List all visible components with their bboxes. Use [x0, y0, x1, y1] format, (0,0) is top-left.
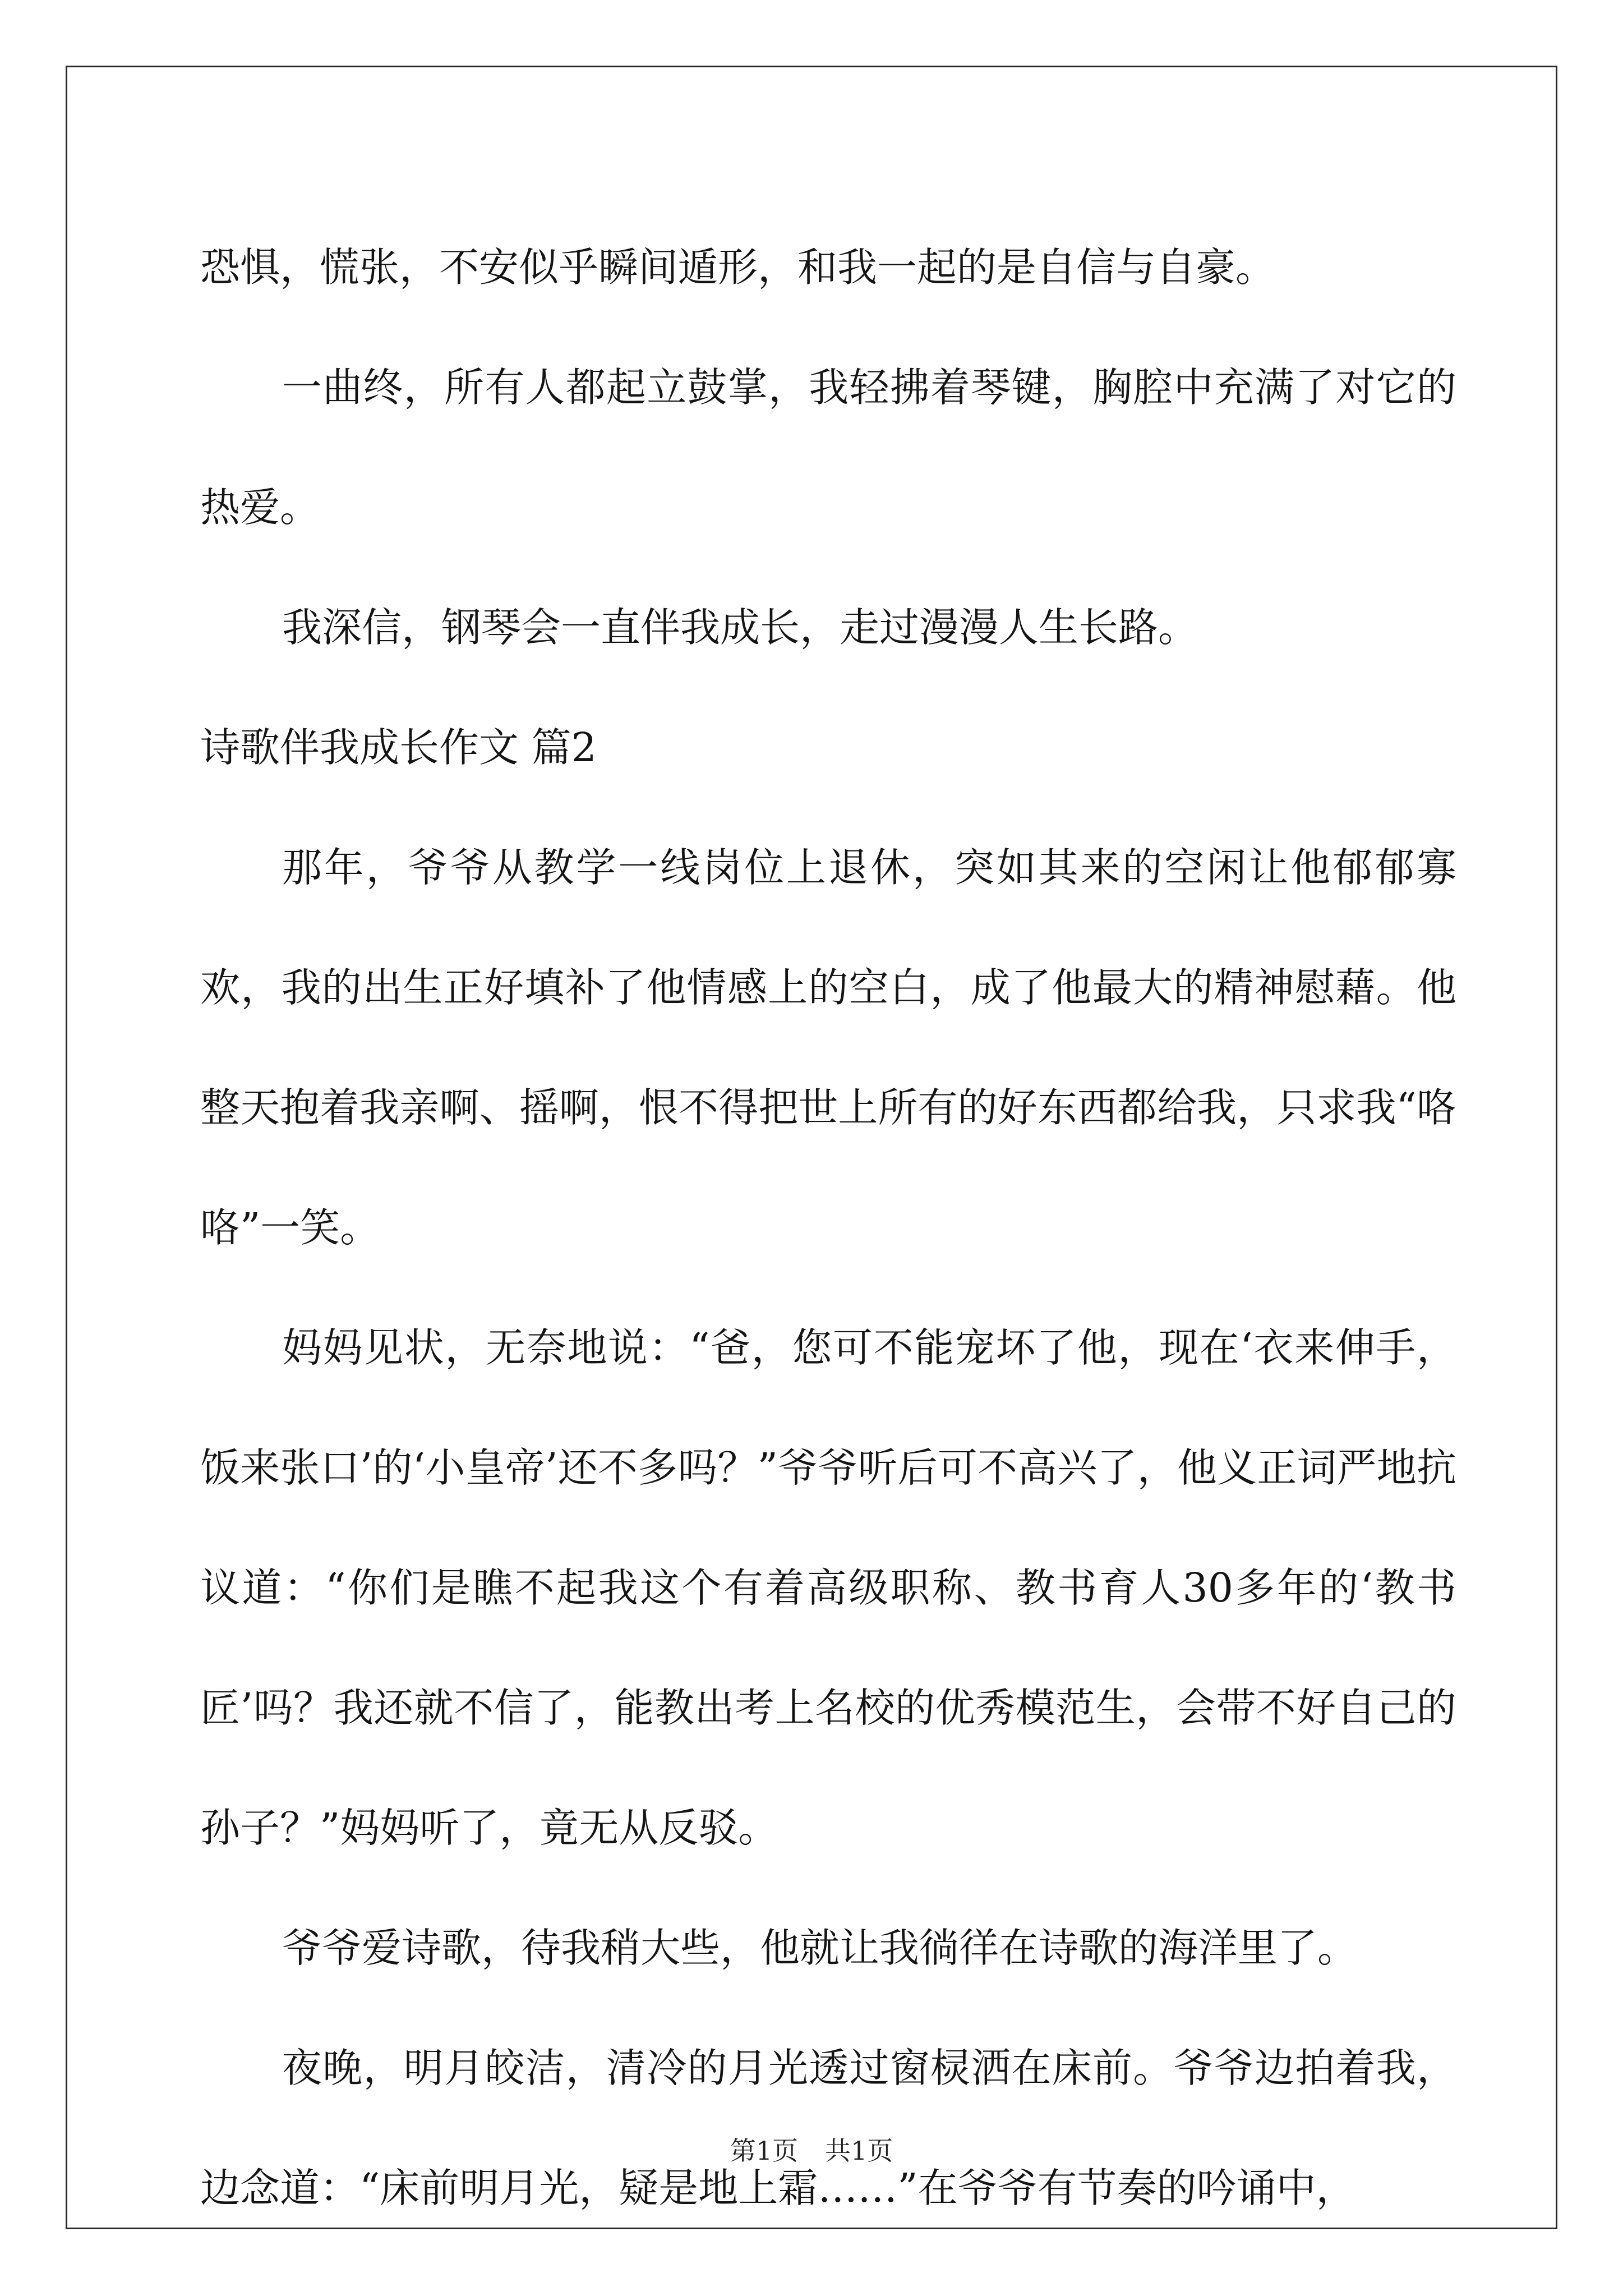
paragraph-1: 恐惧，慌张，不安似乎瞬间遁形，和我一起的是自信与自豪。	[200, 244, 1276, 291]
paragraph-6: 爷爷爱诗歌，待我稍大些，他就让我徜徉在诗歌的海洋里了。	[282, 1925, 1358, 1971]
page-total: 共1页	[825, 2136, 893, 2166]
page-footer	[0, 2134, 1623, 2168]
page-number: 第1页	[730, 2136, 798, 2166]
section-heading: 诗歌伴我成长作文 篇2	[200, 724, 597, 771]
paragraph-3: 我深信，钢琴会一直伴我成长，走过漫漫人生长路。	[282, 604, 1198, 651]
paragraph-7: 夜晚，明月皎洁，清冷的月光透过窗棂洒在床前。爷爷边拍着我，边念道：“床前明月光，疑是地上霜……”在爷爷有节奏的吟诵中，	[200, 2045, 1456, 2211]
document-body	[200, 208, 1456, 2248]
paragraph-5: 妈妈见状，无奈地说：“爸，您可不能宠坏了他，现在‘衣来伸手，饭来张口’的‘小皇帝’还不多吗？”爷爷听后可不高兴了，他义正词严地抗议道：“你们是瞧不起我这个有着高级职称、教书育人30多年的‘教书匠’吗？我还就不信了，能教出考上名校的优秀模范生，会带不好自己的孙子？”妈妈听了，竟无从反驳。	[200, 1324, 1456, 1851]
paragraph-4: 那年，爷爷从教学一线岗位上退休，突如其来的空闲让他郁郁寡欢，我的出生正好填补了他情感上的空白，成了他最大的精神慰藉。他整天抱着我亲啊、摇啊，恨不得把世上所有的好东西都给我，只求我“咯咯”一笑。	[200, 844, 1456, 1251]
paragraph-2: 一曲终，所有人都起立鼓掌，我轻拂着琴键，胸腔中充满了对它的热爱。	[200, 364, 1456, 531]
